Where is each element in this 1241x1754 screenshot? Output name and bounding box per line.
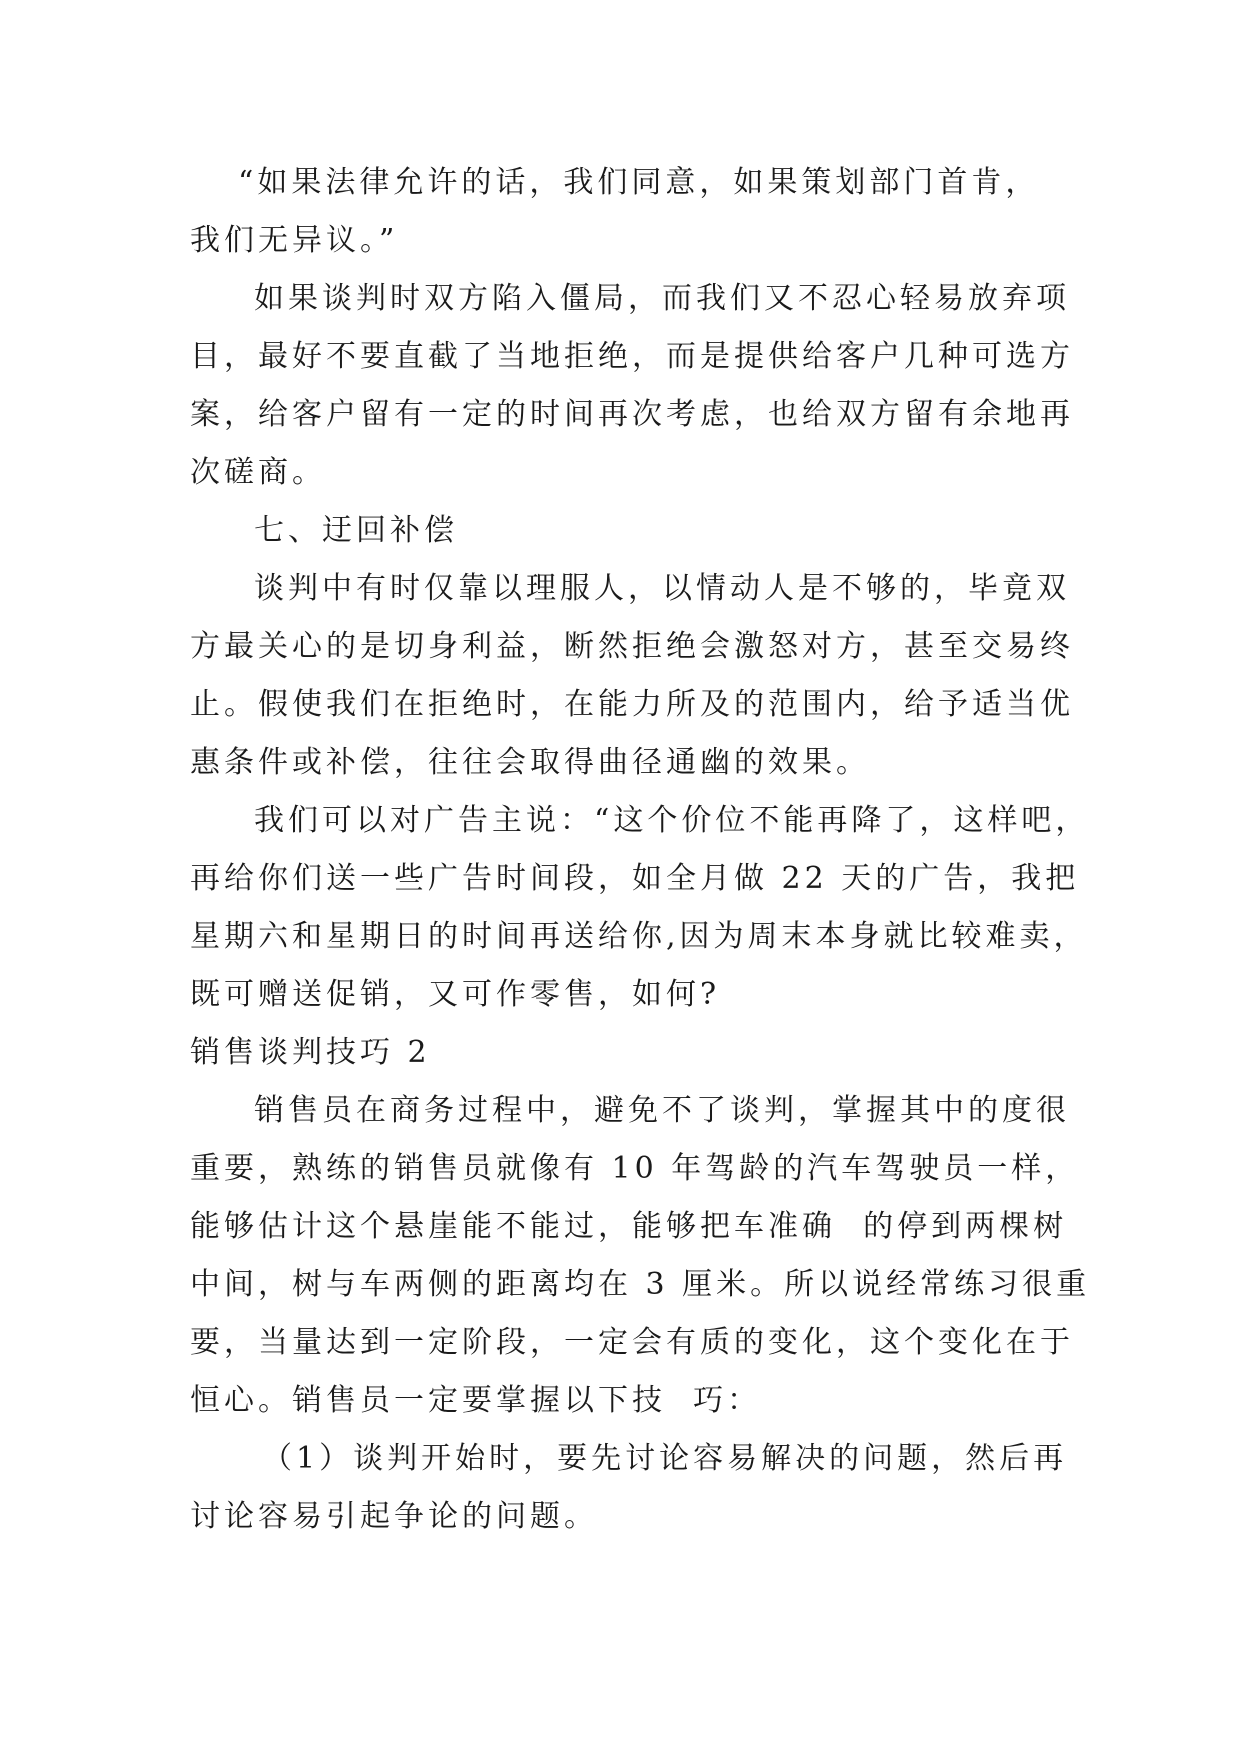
paragraph-compensation (190, 560, 1074, 792)
text-line: 中间，树与车两侧的距离均在 3 厘米。所以说经常练习很重 (190, 1267, 1091, 1302)
text-line: 讨论容易引起争论的问题。 (190, 1499, 598, 1534)
text-line: 星期六和星期日的时间再送给你,因为周末本身就比较难卖， (190, 919, 1088, 954)
paragraph-salesperson (190, 1082, 1091, 1430)
text-line: 案，给客户留有一定的时间再次考虑，也给双方留有余地再 (190, 397, 1074, 432)
text-line: 我们可以对广告主说：“这个价位不能再降了，这样吧， (254, 803, 1090, 838)
text-line: 如果谈判时双方陷入僵局，而我们又不忍心轻易放弃项 (254, 281, 1070, 316)
text-line: 我们无异议。” (190, 223, 399, 258)
paragraph-legal-consent (190, 154, 1070, 270)
section-heading: 七、迂回补偿 (254, 513, 458, 548)
text-line: 再给你们送一些广告时间段，如全月做 22 天的广告，我把 (190, 861, 1080, 896)
section-heading-compensation (190, 502, 1070, 560)
paragraph-tip-1 (190, 1430, 1070, 1546)
text-line: 能够估计这个悬崖能不能过，能够把车准确 的停到两棵树 (190, 1209, 1068, 1244)
text-line: 惠条件或补偿，往往会取得曲径通幽的效果。 (190, 745, 870, 780)
text-line: 止。假使我们在拒绝时，在能力所及的范围内，给予适当优 (190, 687, 1074, 722)
text-line: 既可赠送促销，又可作零售，如何? (190, 977, 721, 1012)
text-line: 销售员在商务过程中，避免不了谈判，掌握其中的度很 (254, 1093, 1070, 1128)
text-line: 方最关心的是切身利益，断然拒绝会激怒对方，甚至交易终 (190, 629, 1074, 664)
paragraph-advertiser-example (190, 792, 1090, 1024)
text-line: 目，最好不要直截了当地拒绝，而是提供给客户几种可选方 (190, 339, 1074, 374)
paragraph-deadlock (190, 270, 1074, 502)
text-line: “如果法律允许的话，我们同意，如果策划部门首肯， (238, 165, 1040, 200)
text-line: （1）谈判开始时，要先讨论容易解决的问题，然后再 (262, 1441, 1068, 1476)
document-page (190, 154, 1091, 1546)
text-line: 次磋商。 (190, 455, 326, 490)
text-line: 重要，熟练的销售员就像有 10 年驾龄的汽车驾驶员一样， (190, 1151, 1080, 1186)
text-line: 恒心。销售员一定要掌握以下技 巧： (190, 1383, 762, 1418)
text-line: 谈判中有时仅靠以理服人，以情动人是不够的，毕竟双 (254, 571, 1070, 606)
section-title: 销售谈判技巧 2 (190, 1035, 431, 1070)
section-title-sales-tips-2 (190, 1024, 1070, 1082)
text-line: 要，当量达到一定阶段，一定会有质的变化，这个变化在于 (190, 1325, 1074, 1360)
